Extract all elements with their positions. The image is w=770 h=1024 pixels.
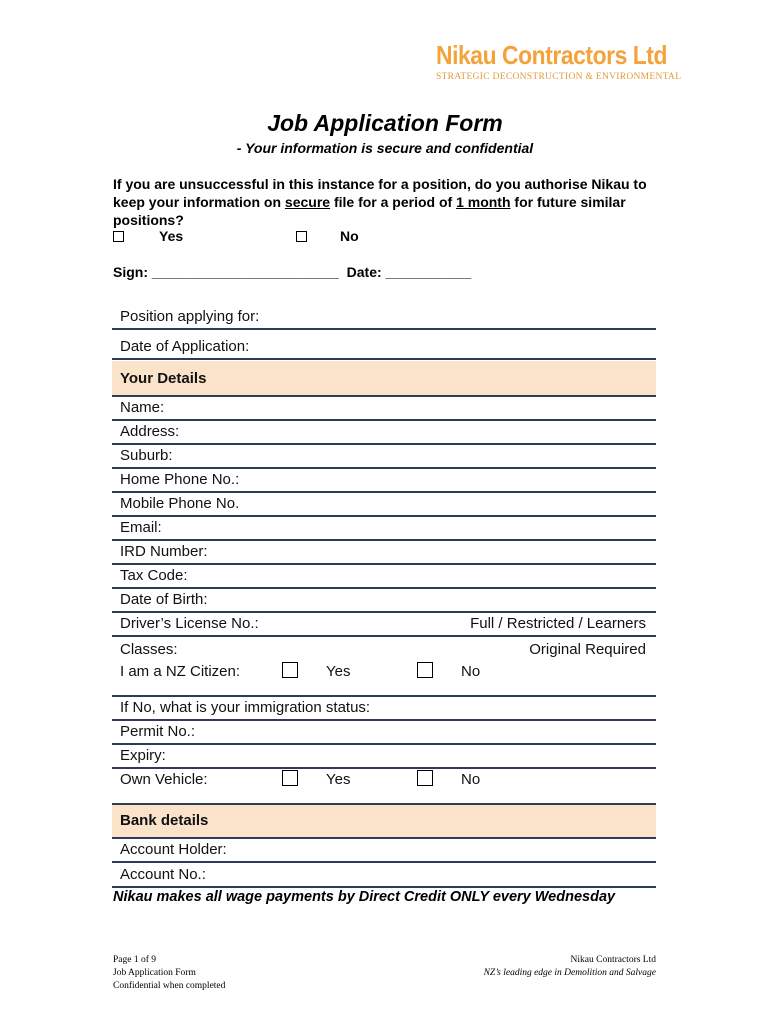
account-number-label: Account No.: (120, 866, 206, 883)
sign-field[interactable]: Sign: ________________________ (113, 264, 339, 280)
ird-label: IRD Number: (120, 543, 208, 560)
citizen-row (112, 661, 656, 697)
company-logo (436, 40, 682, 82)
citizen-no-label: No (461, 663, 481, 680)
expiry-row[interactable] (112, 745, 656, 769)
license-row[interactable] (112, 613, 656, 637)
dob-label: Date of Birth: (120, 591, 208, 608)
authorise-text-1: If you are unsuccessful in this instance for a position, do you authorise Nikau to keep your information on (113, 176, 647, 210)
address-label: Address: (120, 423, 180, 440)
suburb-label: Suburb: (120, 447, 173, 464)
dob-row[interactable] (112, 589, 656, 613)
bank-table (112, 805, 656, 888)
position-table (112, 300, 656, 360)
authorise-period: 1 month (456, 194, 511, 210)
authorise-yes-checkbox[interactable] (113, 231, 124, 242)
authorise-text-2: file for a period of (330, 194, 457, 210)
original-required: Original Required (529, 641, 646, 658)
name-label: Name: (120, 399, 165, 416)
footer-right (484, 954, 656, 980)
citizen-yes-checkbox[interactable] (282, 662, 298, 678)
position-label: Position applying for: (120, 308, 260, 325)
citizen-yes-label: Yes (326, 663, 351, 680)
authorise-text-3: for future similar positions? (113, 194, 626, 228)
classes-label: Classes: (120, 641, 178, 658)
page-subtitle: - Your information is secure and confidential (236, 140, 534, 156)
account-holder-label: Account Holder: (120, 841, 227, 858)
authorise-no-checkbox[interactable] (296, 231, 307, 242)
vehicle-label: Own Vehicle: (120, 771, 208, 788)
authorise-secure: secure (284, 194, 331, 210)
immigration-row[interactable] (112, 697, 656, 721)
application-date-label: Date of Application: (120, 338, 250, 355)
application-date-row[interactable] (112, 330, 656, 360)
mobile-phone-row[interactable] (112, 493, 656, 517)
account-number-row[interactable] (112, 863, 656, 888)
vehicle-row (112, 769, 656, 805)
footer-slogan: NZ’s leading edge in Demolition and Salvage (483, 968, 656, 978)
footer-confidential: Confidential when completed (113, 981, 226, 991)
vehicle-no-checkbox[interactable] (417, 770, 433, 786)
bank-heading-label: Bank details (120, 812, 209, 829)
vehicle-yes-checkbox[interactable] (282, 770, 298, 786)
tax-code-row[interactable] (112, 565, 656, 589)
account-holder-row[interactable] (112, 839, 656, 863)
details-table (112, 361, 656, 805)
citizen-label: I am a NZ Citizen: (120, 663, 241, 680)
immigration-label: If No, what is your immigration status: (120, 699, 371, 716)
vehicle-yes-label: Yes (326, 771, 351, 788)
home-phone-label: Home Phone No.: (120, 471, 240, 488)
authorise-no-label: No (340, 228, 359, 244)
details-heading (112, 361, 656, 397)
home-phone-row[interactable] (112, 469, 656, 493)
license-types: Full / Restricted / Learners (470, 615, 646, 632)
vehicle-no-label: No (461, 771, 481, 788)
citizen-no-checkbox[interactable] (417, 662, 433, 678)
permit-label: Permit No.: (120, 723, 196, 740)
authorise-yes-label: Yes (159, 228, 184, 244)
position-row[interactable] (112, 300, 656, 330)
logo-tagline: STRATEGIC DECONSTRUCTION & ENVIRONMENTAL (436, 72, 682, 82)
authorise-question (113, 175, 653, 229)
page-number: Page 1 of 9 (113, 955, 157, 965)
wage-note: Nikau makes all wage payments by Direct Credit ONLY every Wednesday (113, 889, 616, 905)
expiry-label: Expiry: (120, 747, 166, 764)
logo-name: Nikau Contractors Ltd (436, 40, 668, 70)
footer-left (113, 954, 225, 993)
tax-code-label: Tax Code: (120, 567, 188, 584)
email-row[interactable] (112, 517, 656, 541)
address-row[interactable] (112, 421, 656, 445)
date-field[interactable]: Date: ___________ (346, 264, 472, 280)
bank-heading (112, 805, 656, 839)
name-row[interactable] (112, 397, 656, 421)
mobile-phone-label: Mobile Phone No. (120, 495, 240, 512)
footer-company: Nikau Contractors Ltd (570, 955, 656, 965)
sign-date-line (113, 264, 471, 280)
email-label: Email: (120, 519, 162, 536)
ird-row[interactable] (112, 541, 656, 565)
page-title: Job Application Form (267, 110, 503, 136)
classes-row[interactable] (112, 637, 656, 661)
suburb-row[interactable] (112, 445, 656, 469)
details-heading-label: Your Details (120, 370, 207, 387)
permit-row[interactable] (112, 721, 656, 745)
license-label: Driver’s License No.: (120, 615, 259, 632)
footer-doc-name: Job Application Form (113, 968, 196, 978)
